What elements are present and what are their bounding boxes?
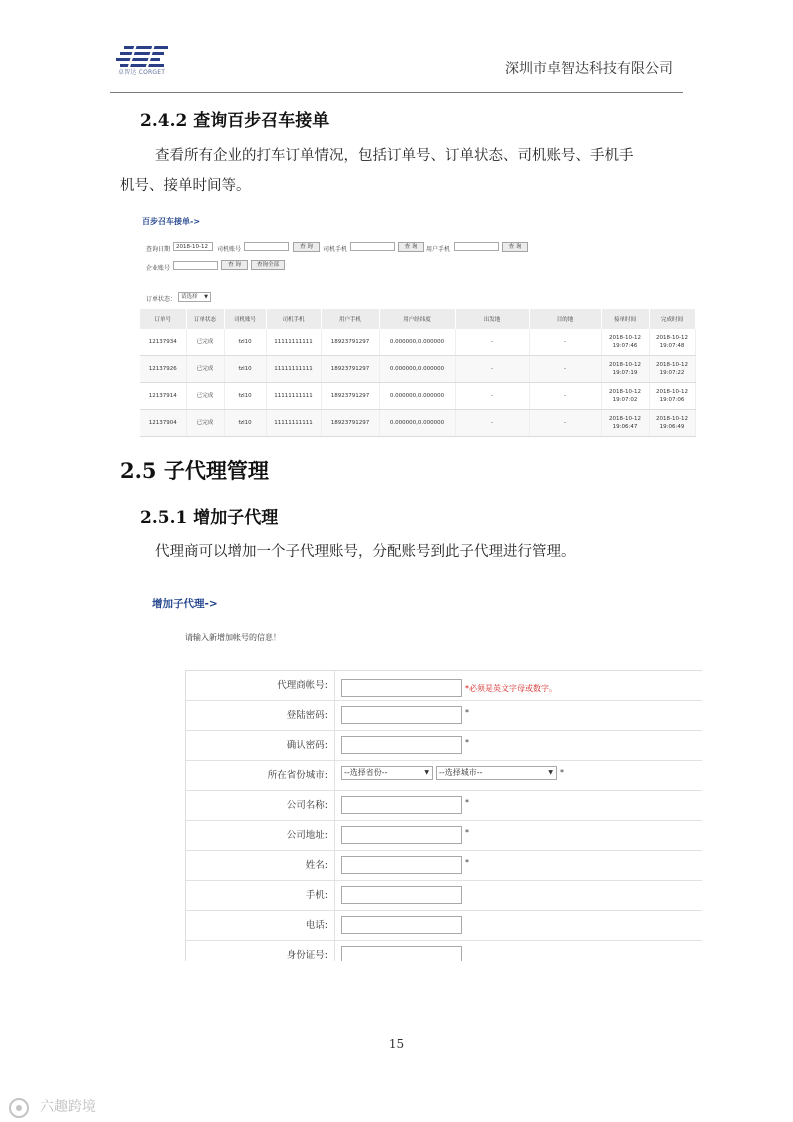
table-cell: 18923791297 [321, 329, 379, 356]
company-name-input[interactable] [341, 796, 462, 814]
table-cell: 12137926 [140, 356, 186, 383]
chevron-down-icon: ▼ [204, 294, 208, 300]
company-name: 深圳市卓智达科技有限公司 [505, 61, 673, 77]
driver-account-input[interactable] [244, 242, 289, 251]
query-button[interactable]: 查 询 [502, 242, 528, 252]
form-row-id-number [186, 941, 702, 961]
table-cell: fzl10 [224, 383, 266, 410]
table-cell: 2018-10-12 19:07:22 [649, 356, 695, 383]
table-cell: - [455, 356, 529, 383]
table-cell: 已完成 [186, 329, 224, 356]
form-row-phone [186, 911, 702, 941]
table-cell: 2018-10-12 19:06:47 [601, 410, 649, 437]
table-cell: 已完成 [186, 383, 224, 410]
table-cell: - [529, 383, 601, 410]
table-cell: 0.000000,0.000000 [379, 356, 455, 383]
orders-table [140, 309, 696, 437]
field-label: 手机: [186, 881, 335, 910]
screenshot-title: 百步召车接单-> [142, 217, 201, 226]
company-address-input[interactable] [341, 826, 462, 844]
table-cell: 已完成 [186, 356, 224, 383]
table-row[interactable] [140, 356, 695, 383]
table-cell: 12137934 [140, 329, 186, 356]
table-cell: - [455, 410, 529, 437]
table-cell: 2018-10-12 19:07:48 [649, 329, 695, 356]
required-star: * [560, 768, 564, 777]
column-header[interactable]: 接单时间 [601, 309, 649, 329]
table-cell: 2018-10-12 19:07:06 [649, 383, 695, 410]
header-rule [110, 92, 683, 93]
table-cell: 2018-10-12 19:07:02 [601, 383, 649, 410]
table-cell: 2018-10-12 19:06:49 [649, 410, 695, 437]
field-label: 公司地址: [186, 821, 335, 850]
city-select[interactable] [436, 766, 557, 780]
driver-account-label: 司机账号 [217, 246, 242, 253]
field-label: 代理商帐号: [186, 671, 335, 700]
driver-phone-label: 司机手机 [323, 246, 348, 253]
form-row-name [186, 851, 702, 881]
column-header[interactable]: 出发地 [455, 309, 529, 329]
column-header[interactable]: 订单号 [140, 309, 186, 329]
company-account-input[interactable] [173, 261, 218, 270]
field-label: 登陆密码: [186, 701, 335, 730]
table-cell: 0.000000,0.000000 [379, 383, 455, 410]
table-cell: 12137914 [140, 383, 186, 410]
user-phone-input[interactable] [454, 242, 499, 251]
company-account-label: 企业账号 [146, 265, 171, 272]
field-label: 身份证号: [186, 941, 335, 961]
chevron-down-icon: ▼ [548, 769, 553, 776]
watermark-logo-icon [8, 1097, 30, 1119]
form-row-confirm-password [186, 731, 702, 761]
table-cell: 18923791297 [321, 356, 379, 383]
required-star: * [465, 798, 469, 807]
table-cell: - [455, 383, 529, 410]
table-cell: - [529, 329, 601, 356]
watermark-text: 六趣跨境 [40, 1099, 96, 1115]
form-row-password [186, 701, 702, 731]
column-header[interactable]: 目的地 [529, 309, 601, 329]
phone-input[interactable] [341, 916, 462, 934]
order-status-value: 请选择 [181, 294, 198, 300]
required-star: * [465, 738, 469, 747]
order-status-select[interactable] [178, 292, 211, 302]
city-select-value: --选择城市-- [439, 768, 483, 777]
column-header[interactable]: 订单状态 [186, 309, 224, 329]
column-header[interactable]: 完成时间 [649, 309, 695, 329]
mobile-input[interactable] [341, 886, 462, 904]
id-number-input[interactable] [341, 946, 462, 961]
form-row-mobile [186, 881, 702, 911]
column-header[interactable]: 用户经纬度 [379, 309, 455, 329]
table-cell: 11111111111 [266, 356, 321, 383]
field-label: 姓名: [186, 851, 335, 880]
table-cell: fzl10 [224, 356, 266, 383]
table-cell: 0.000000,0.000000 [379, 329, 455, 356]
chevron-down-icon: ▼ [424, 769, 429, 776]
table-cell: 0.000000,0.000000 [379, 410, 455, 437]
page-number: 15 [388, 1037, 405, 1051]
name-input[interactable] [341, 856, 462, 874]
add-sub-agent-form [185, 670, 702, 961]
table-cell: 18923791297 [321, 383, 379, 410]
table-cell: 18923791297 [321, 410, 379, 437]
paragraph-line: 查看所有企业的打车订单情况，包括订单号、订单状态、司机账号、手机手 [155, 148, 634, 164]
paragraph-line: 机号、接单时间等。 [120, 178, 251, 194]
required-star: * [465, 858, 469, 867]
column-header[interactable]: 司机账号 [224, 309, 266, 329]
table-cell: - [529, 410, 601, 437]
agent-account-input[interactable] [341, 679, 462, 697]
table-row[interactable] [140, 410, 695, 437]
table-cell: 12137904 [140, 410, 186, 437]
form-row-agent-account [186, 671, 702, 701]
field-label: 确认密码: [186, 731, 335, 760]
section-heading-2-4-2: 2.4.2 查询百步召车接单 [140, 111, 330, 131]
table-cell: fzl10 [224, 410, 266, 437]
password-input[interactable] [341, 706, 462, 724]
query-button[interactable]: 查 询 [398, 242, 424, 252]
table-cell: fzl10 [224, 329, 266, 356]
table-cell: 11111111111 [266, 329, 321, 356]
province-select-value: --选择省份-- [344, 768, 388, 777]
column-header[interactable]: 用户手机 [321, 309, 379, 329]
table-cell: 2018-10-12 19:07:46 [601, 329, 649, 356]
paragraph: 代理商可以增加一个子代理账号，分配账号到此子代理进行管理。 [155, 544, 576, 560]
query-button[interactable]: 查 询 [293, 242, 320, 252]
table-cell: 2018-10-12 19:07:19 [601, 356, 649, 383]
screenshot-title: 增加子代理-> [152, 598, 218, 610]
section-heading-2-5: 2.5 子代理管理 [120, 458, 269, 483]
field-label: 公司名称: [186, 791, 335, 820]
column-header[interactable]: 司机手机 [266, 309, 321, 329]
table-row[interactable] [140, 383, 695, 410]
table-cell: 11111111111 [266, 410, 321, 437]
confirm-password-input[interactable] [341, 736, 462, 754]
form-row-company-address [186, 821, 702, 851]
query-all-button[interactable]: 查询全部 [251, 260, 285, 270]
section-heading-2-5-1: 2.5.1 增加子代理 [140, 508, 279, 528]
query-button[interactable]: 查 询 [221, 260, 248, 270]
query-date-label: 查询日期 [146, 246, 171, 253]
table-row[interactable] [140, 329, 695, 356]
form-row-company-name [186, 791, 702, 821]
table-cell: 已完成 [186, 410, 224, 437]
user-phone-label: 用户手机 [426, 246, 451, 253]
query-date-input[interactable]: 2018-10-12 [173, 242, 213, 251]
form-hint: 请输入新增加帐号的信息！ [185, 633, 281, 642]
table-header-row [140, 309, 695, 329]
required-star: * [465, 828, 469, 837]
field-label: 电话: [186, 911, 335, 940]
table-cell: - [455, 329, 529, 356]
table-cell: - [529, 356, 601, 383]
required-star: * [465, 708, 469, 717]
order-status-label: 订单状态： [146, 296, 177, 303]
field-requirement-note: *必须是英文字母或数字。 [465, 684, 557, 693]
form-row-province-city [186, 761, 702, 791]
logo-subtext: 卓智达 CORGET [118, 69, 166, 76]
field-label: 所在省份城市: [186, 761, 335, 790]
driver-phone-input[interactable] [350, 242, 395, 251]
table-cell: 11111111111 [266, 383, 321, 410]
province-select[interactable] [341, 766, 433, 780]
